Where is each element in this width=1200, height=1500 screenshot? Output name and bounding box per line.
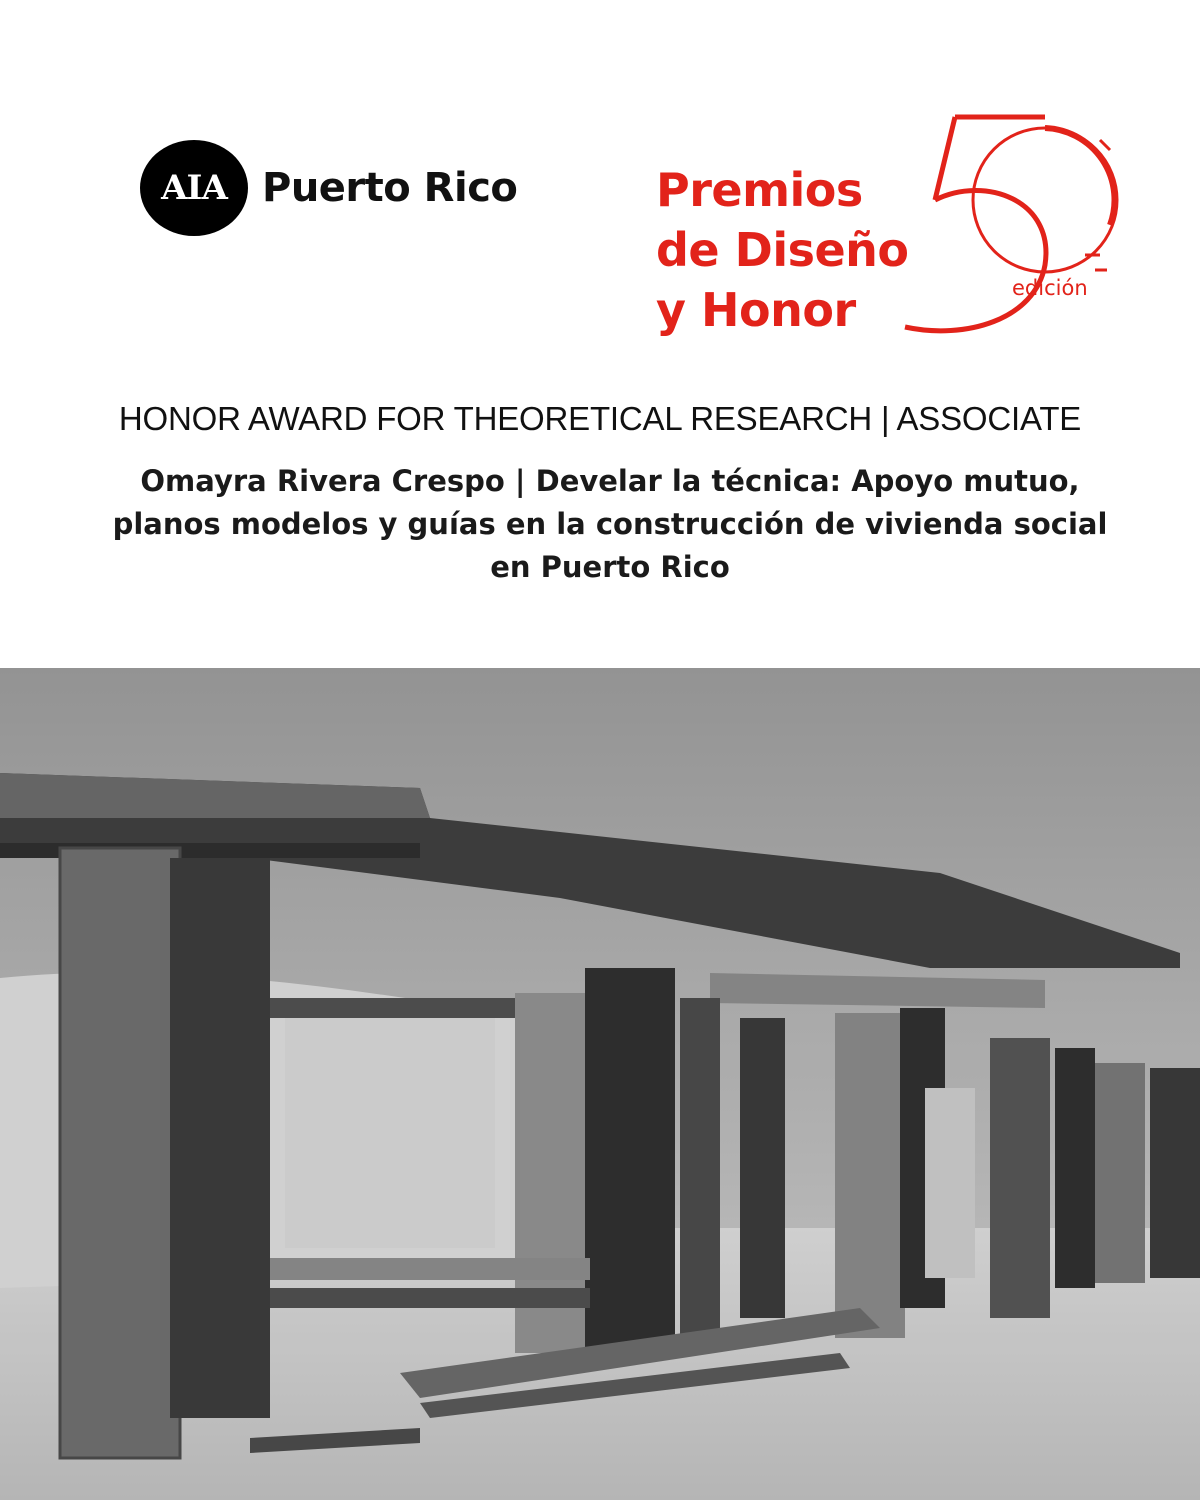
aia-name: Puerto Rico: [262, 165, 518, 211]
fifty-numeral-graphic: [895, 105, 1125, 345]
premios-line-3: y Honor: [656, 283, 856, 337]
edition-label: edición: [1012, 276, 1088, 300]
premios-logo: [640, 100, 1120, 350]
project-title-line-1: Omayra Rivera Crespo | Develar la técnica: Apoyo mutuo,: [140, 464, 1080, 498]
project-title: [70, 460, 1150, 589]
construction-photo: [0, 668, 1200, 1500]
award-heading: HONOR AWARD FOR THEORETICAL RESEARCH | ASSOCIATE: [118, 400, 1082, 437]
premios-title: [656, 160, 909, 340]
project-title-line-2: planos modelos y guías en la construcción de vivienda social: [112, 507, 1108, 541]
aia-puerto-rico-logo: [140, 140, 517, 236]
premios-line-2: de Diseño: [656, 223, 909, 277]
aia-badge: AIA: [140, 140, 248, 236]
premios-line-1: Premios: [656, 163, 863, 217]
project-title-line-3: en Puerto Rico: [490, 550, 730, 584]
